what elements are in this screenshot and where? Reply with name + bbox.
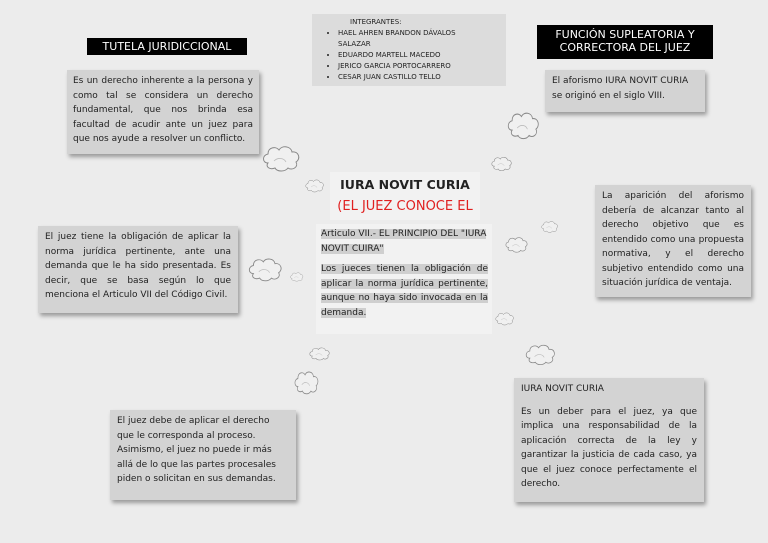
funcion-text: El aforismo IURA NOVIT CURIA se originó en el siglo VIII. [552, 76, 689, 101]
cloud-shape [508, 113, 538, 138]
member-name: • EDUARDO MARTELL MACEDO [338, 50, 506, 61]
cloud-shape [526, 345, 554, 364]
tutela-text: Es un derecho inherente a la persona y como tal se considera un derecho fundamental, que nos brinda esa facultad de acudir ante un juez para que nos ayude a resolver un conflicto. [73, 76, 253, 144]
funcion-title: FUNCIÓN SUPLEATORIA Y CORRECTORA DEL JUEZ [537, 25, 713, 59]
cloud-shape [310, 348, 329, 360]
cloud-shape [295, 372, 318, 394]
bottom-right-card-title: IURA NOVIT CURIA [521, 384, 604, 394]
members-heading: INTEGRANTES: [350, 18, 402, 26]
cloud-shape [306, 180, 324, 192]
article-body-text: Los jueces tienen la obligación de aplicar la norma jurídica pertinente, aunque no haya sido invocada en la demanda. [321, 264, 488, 318]
right-card-text: La aparición del aforismo debería de alcanzar tanto al derecho objetivo que es entendido como una propuesta normativa, y el derecho subjetivo entendido como una situación jurídica de ventaja. [602, 191, 744, 288]
cloud-shape [249, 259, 281, 281]
cloud-shape [542, 222, 558, 233]
cloud-shape [506, 238, 527, 253]
cloud-shape [264, 147, 299, 171]
member-name: • HAEL AHREN BRANDON DÁVALOS SALAZAR [338, 28, 488, 50]
cloud-shape [496, 313, 514, 325]
article-heading-text: Articulo VII.- EL PRINCIPIO DEL "IURA NOVIT CUIRA" [321, 229, 487, 254]
cloud-shape [291, 273, 303, 281]
member-name: • JERICO GARCIA PORTOCARRERO [338, 61, 506, 72]
bottom-right-card-text: Es un deber para el juez, ya que implica una responsabilidad de la aplicación correcta de la ley y garantizar la justicia de cada caso, ya que el juez conoce perfectamente el derecho. [521, 406, 697, 489]
central-title: IURA NOVIT CURIA [340, 177, 470, 192]
left-card-text: El juez tiene la obligación de aplicar la norma jurídica pertinente, ante una demanda que le ha sido presentada. Es decir, que se basa según lo que menciona el Articulo VII del Código Civil. [45, 232, 231, 300]
tutela-title: TUTELA JURIDICCIONAL [87, 38, 247, 55]
member-name: • CESAR JUAN CASTILLO TELLO [338, 72, 506, 83]
bottom-left-card-text: El juez debe de aplicar el derecho que le corresponda al proceso. Asimismo, el juez no puede ir más allá de lo que las partes procesales piden o solicitan en sus demandas. [117, 416, 276, 484]
cloud-shape [492, 157, 511, 170]
central-subtitle: (EL JUEZ CONOCE EL [337, 199, 473, 214]
